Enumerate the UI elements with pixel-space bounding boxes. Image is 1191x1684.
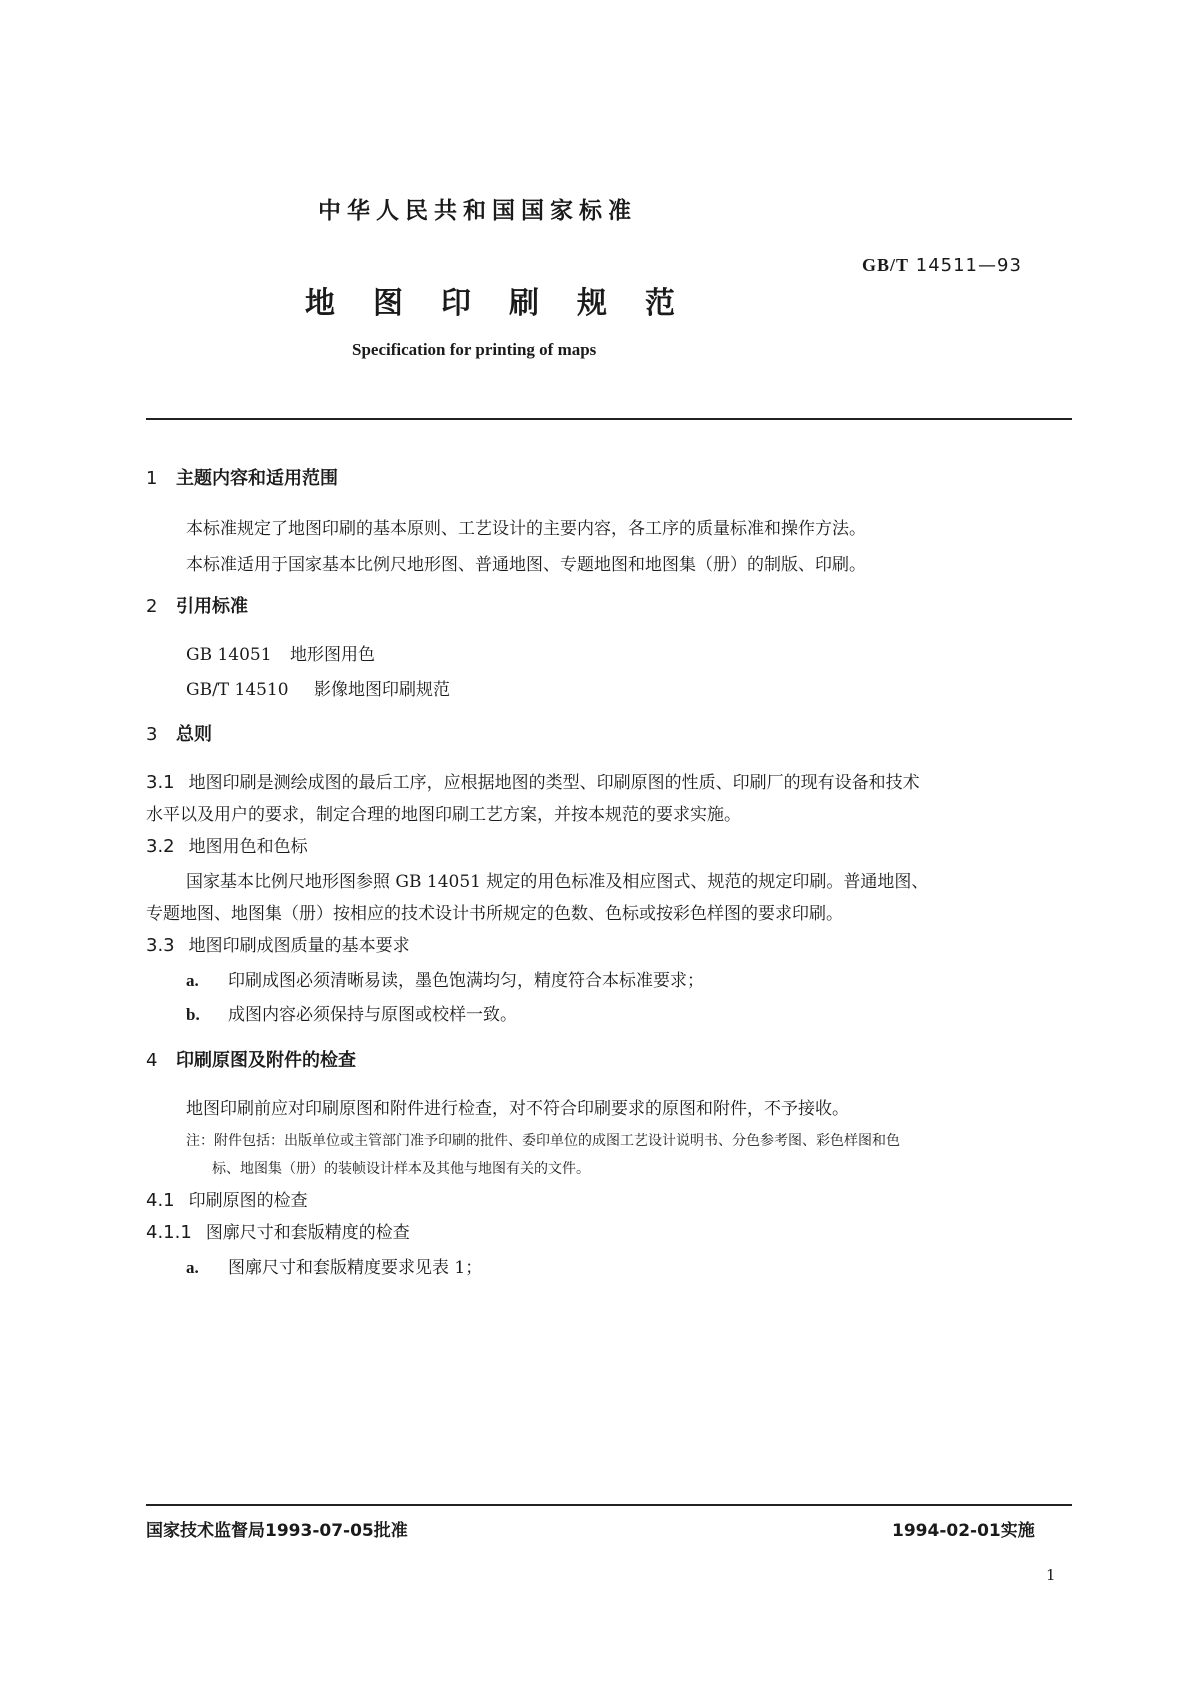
header-divider	[146, 418, 1072, 420]
note-line-2: 标、地图集（册）的装帧设计样本及其他与地图有关的文件。	[212, 1161, 590, 1177]
section-title: 主题内容和适用范围	[176, 468, 338, 489]
section-4-heading	[146, 1046, 356, 1072]
section-1-heading	[146, 464, 338, 490]
clause-3-3-heading	[146, 931, 410, 956]
list-item-text: 成图内容必须保持与原图或校样一致。	[228, 1005, 517, 1025]
clause-number: 4.1.1	[146, 1222, 192, 1243]
clause-3-1-line-2: 水平以及用户的要求，制定合理的地图印刷工艺方案，并按本规范的要求实施。	[146, 805, 741, 825]
clause-3-2-line-1: 国家基本比例尺地形图参照 GB 14051 规定的用色标准及相应图式、规范的规定印刷。普通地图、	[186, 872, 929, 892]
section-number: 4	[146, 1050, 158, 1071]
clause-text: 地图印刷是测绘成图的最后工序，应根据地图的类型、印刷原图的性质、印刷厂的现有设备和技术	[188, 773, 920, 793]
section-3-heading	[146, 720, 212, 746]
section-number: 2	[146, 596, 158, 617]
list-item-text: 图廓尺寸和套版精度要求见表 1；	[228, 1258, 483, 1278]
clause-title: 地图用色和色标	[188, 837, 308, 857]
reference-standard-1	[186, 640, 375, 665]
clause-4-1-1-heading	[146, 1218, 410, 1243]
list-marker: a.	[186, 1258, 199, 1277]
page-number: 1	[1046, 1566, 1056, 1584]
section-4-paragraph-1: 地图印刷前应对印刷原图和附件进行检查，对不符合印刷要求的原图和附件，不予接收。	[186, 1099, 849, 1119]
clause-number: 4.1	[146, 1190, 175, 1211]
footer-divider	[146, 1504, 1072, 1506]
clause-3-1-line-1	[146, 768, 920, 793]
section-1-paragraph-1: 本标准规定了地图印刷的基本原则、工艺设计的主要内容，各工序的质量标准和操作方法。	[186, 519, 866, 539]
document-subtitle: Specification for printing of maps	[352, 340, 597, 359]
document-title: 地图印刷规范	[305, 286, 713, 321]
section-1-paragraph-2: 本标准适用于国家基本比例尺地形图、普通地图、专题地图和地图集（册）的制版、印刷。	[186, 555, 866, 575]
note-line-1: 注：附件包括：出版单位或主管部门准予印刷的批件、委印单位的成图工艺设计说明书、分色参考图、彩色样图和色	[186, 1133, 900, 1149]
clause-title: 图廓尺寸和套版精度的检查	[205, 1223, 410, 1243]
standard-code	[862, 255, 1022, 276]
clause-4-1-heading	[146, 1186, 308, 1211]
clause-3-2-line-2: 专题地图、地图集（册）按相应的技术设计书所规定的色数、色标或按彩色样图的要求印刷。	[146, 904, 843, 924]
section-title: 印刷原图及附件的检查	[176, 1050, 356, 1071]
clause-number: 3.2	[146, 836, 175, 857]
clause-title: 印刷原图的检查	[188, 1191, 308, 1211]
clause-3-3-item-a	[186, 966, 704, 991]
approval-statement: 国家技术监督局1993-07-05批准	[146, 1521, 408, 1541]
clause-number: 3.3	[146, 935, 175, 956]
standard-code-number: 14511—93	[915, 255, 1022, 276]
section-title: 总则	[176, 724, 212, 745]
clause-3-2-heading	[146, 832, 308, 857]
clause-3-3-item-b	[186, 1000, 517, 1025]
section-title: 引用标准	[176, 596, 248, 617]
list-marker: b.	[186, 1005, 200, 1024]
reference-title: 影像地图印刷规范	[314, 680, 450, 700]
standard-category-title: 中华人民共和国国家标准	[318, 198, 637, 224]
clause-4-1-1-item-a	[186, 1253, 482, 1278]
implementation-date: 1994-02-01实施	[892, 1521, 1035, 1541]
clause-number: 3.1	[146, 772, 175, 793]
reference-standard-2	[186, 675, 450, 700]
list-marker: a.	[186, 971, 199, 990]
clause-title: 地图印刷成图质量的基本要求	[188, 936, 410, 956]
reference-title: 地形图用色	[290, 645, 375, 665]
section-2-heading	[146, 592, 248, 618]
reference-code: GB/T 14510	[186, 680, 289, 700]
reference-code: GB 14051	[186, 645, 272, 665]
standard-code-prefix: GB/T	[862, 255, 910, 275]
section-number: 3	[146, 724, 158, 745]
section-number: 1	[146, 468, 158, 489]
list-item-text: 印刷成图必须清晰易读，墨色饱满均匀，精度符合本标准要求；	[228, 971, 704, 991]
